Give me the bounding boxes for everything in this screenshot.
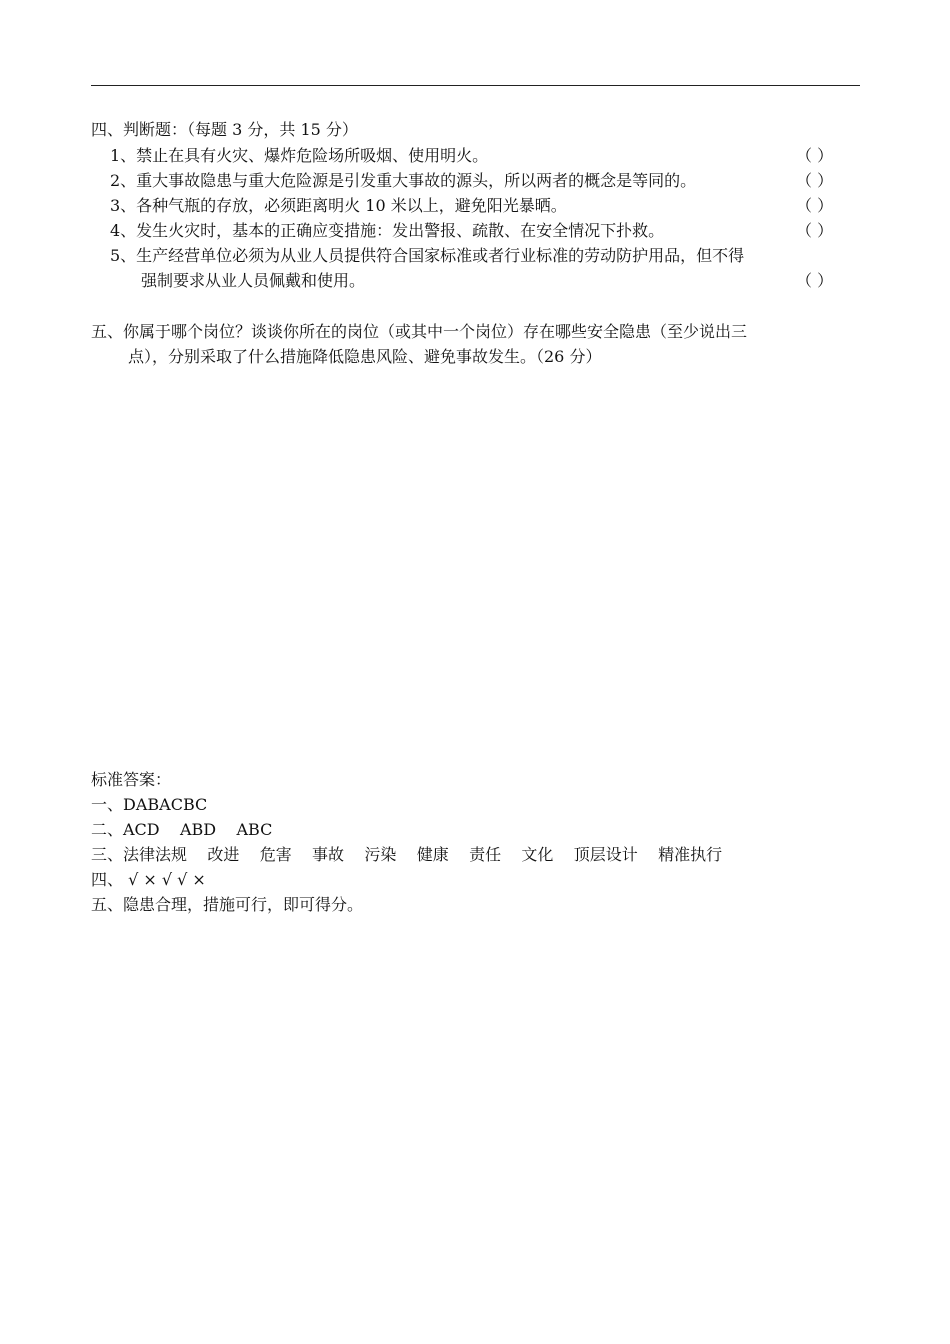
answer-line-3: 三、法律法规 改进 危害 事故 污染 健康 责任 文化 顶层设计 精准执行 — [91, 845, 723, 864]
answer-line-5: 五、隐患合理，措施可行，即可得分。 — [91, 895, 364, 914]
judgement-item-1: 1、禁止在具有火灾、爆炸危险场所吸烟、使用明火。 — [110, 146, 489, 165]
header-rule — [91, 85, 860, 86]
answer-blank-4: （ ） — [796, 221, 834, 240]
section5-question-line1: 五、你属于哪个岗位？谈谈你所在的岗位（或其中一个岗位）存在哪些安全隐患（至少说出三 — [91, 322, 748, 341]
answer-blank-2: （ ） — [796, 171, 834, 190]
answer-blank-3: （ ） — [796, 196, 834, 215]
answer-blank-5: （ ） — [796, 271, 834, 290]
judgement-item-4: 4、发生火灾时，基本的正确应变措施：发出警报、疏散、在安全情况下扑救。 — [110, 221, 665, 240]
answer-line-1: 一、DABACBC — [91, 795, 208, 814]
section5-question-line2: 点），分别采取了什么措施降低隐患风险、避免事故发生。（26 分） — [128, 347, 602, 366]
answer-line-4: 四、 √ × √ √ × — [91, 870, 206, 889]
answers-title: 标准答案： — [91, 770, 172, 789]
judgement-item-2: 2、重大事故隐患与重大危险源是引发重大事故的源头，所以两者的概念是等同的。 — [110, 171, 697, 190]
judgement-item-3: 3、各种气瓶的存放，必须距离明火 10 米以上，避免阳光暴晒。 — [110, 196, 567, 215]
answer-line-2: 二、ACD ABD ABC — [91, 820, 273, 839]
section4-heading: 四、判断题：（每题 3 分，共 15 分） — [91, 120, 358, 139]
judgement-item-5: 5、生产经营单位必须为从业人员提供符合国家标准或者行业标准的劳动防护用品，但不得 — [110, 246, 745, 265]
answer-blank-1: （ ） — [796, 146, 834, 165]
judgement-item-5-cont: 强制要求从业人员佩戴和使用。 — [141, 271, 366, 290]
